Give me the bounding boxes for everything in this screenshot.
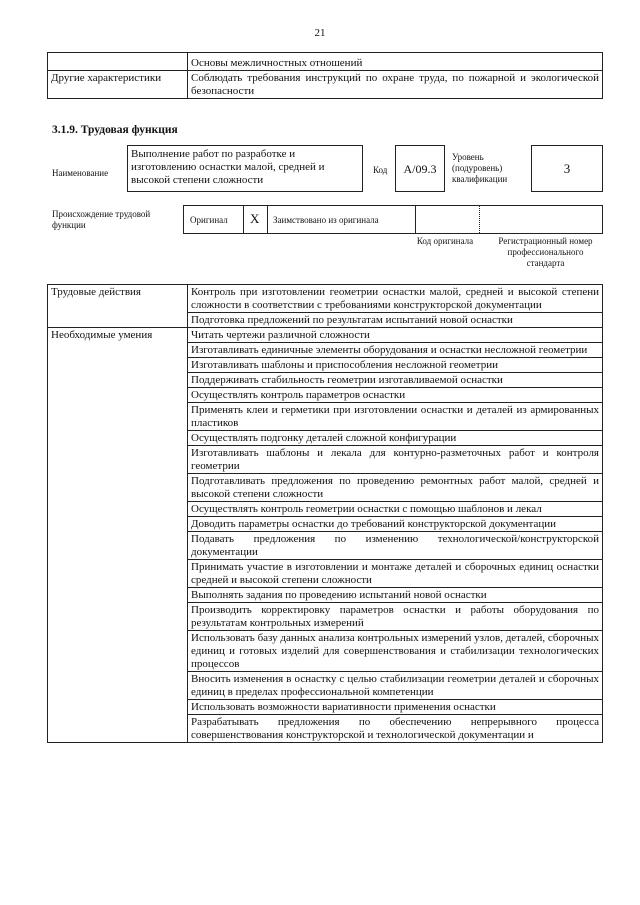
table-row (48, 715, 603, 743)
table-row (48, 343, 603, 358)
skills-label: Необходимые умения (48, 328, 188, 343)
table-row (48, 388, 603, 403)
category-cell (48, 631, 188, 672)
list-item: Подготовка предложений по результатам испытаний новой оснастки (188, 313, 603, 328)
original-label: Оригинал (190, 215, 228, 225)
list-item: Изготавливать шаблоны и лекала для контурно-разметочных работ и контроля геометрии (188, 446, 603, 474)
list-item: Осуществлять подгонку деталей сложной конфигурации (188, 431, 603, 446)
category-cell (48, 373, 188, 388)
table-row (48, 474, 603, 502)
code-label: Код (373, 165, 388, 175)
category-cell (48, 446, 188, 474)
name-label: Наименование (52, 168, 109, 178)
table-row (48, 328, 603, 343)
original-mark-cell (244, 206, 268, 233)
table-row (48, 700, 603, 715)
level-label: Уровень (подуровень) квалификации (452, 152, 508, 184)
category-cell (48, 313, 188, 328)
category-cell (48, 532, 188, 560)
list-item: Осуществлять контроль геометрии оснастки с помощью шаблонов и лекал (188, 502, 603, 517)
labor-function-table (47, 284, 603, 743)
labor-actions-label: Трудовые действия (48, 285, 188, 313)
category-cell (48, 474, 188, 502)
section-title: 3.1.9. Трудовая функция (52, 124, 178, 136)
category-cell (48, 560, 188, 588)
name-box (127, 145, 363, 192)
category-cell (48, 715, 188, 743)
table-row (48, 431, 603, 446)
name-value: Выполнение работ по разработке и изготовлению оснастки малой, средней и высокой степени сложности (131, 148, 325, 186)
category-cell (48, 403, 188, 431)
list-item: Разрабатывать предложения по обеспечению непрерывного процесса совершенствования конструкторской и технологической документации и (188, 715, 603, 743)
list-item: Выполнять задания по проведению испытаний новой оснастки (188, 588, 603, 603)
table-row (48, 53, 603, 71)
list-item: Поддерживать стабильность геометрии изготавливаемой оснастки (188, 373, 603, 388)
borrowed-cell (268, 206, 416, 233)
table-row (48, 532, 603, 560)
table-row (48, 313, 603, 328)
list-item: Применять клеи и герметики при изготовлении оснастки и деталей из армированных пластиков (188, 403, 603, 431)
table-row (48, 603, 603, 631)
table-row (48, 285, 603, 313)
list-item: Использовать базу данных анализа контрольных измерений узлов, деталей, сборочных единиц и готовых изделий для совершенствования и стабилизации технологических процессов (188, 631, 603, 672)
list-item: Подготавливать предложения по проведению ремонтных работ малой, средней и высокой степени сложности (188, 474, 603, 502)
list-item: Изготавливать шаблоны и приспособления несложной геометрии (188, 358, 603, 373)
list-item: Доводить параметры оснастки до требований конструкторской документации (188, 517, 603, 532)
table-row (48, 631, 603, 672)
level-value: 3 (563, 161, 571, 176)
top-characteristics-table (47, 52, 603, 99)
table-row (48, 560, 603, 588)
category-cell (48, 517, 188, 532)
category-cell (48, 343, 188, 358)
original-mark: X (250, 211, 260, 226)
category-cell (48, 588, 188, 603)
category-cell (48, 502, 188, 517)
list-item: Производить корректировку параметров оснастки и работы оборудования по результатам контрольных измерений (188, 603, 603, 631)
table-row (48, 358, 603, 373)
code-box (395, 145, 445, 192)
table-row (48, 446, 603, 474)
table-row (48, 517, 603, 532)
list-item: Принимать участие в изготовлении и монтаже деталей и сборочных единиц оснастки средней и высокой степени сложности (188, 560, 603, 588)
category-cell (48, 700, 188, 715)
code-original-cell (416, 206, 480, 233)
category-cell (48, 603, 188, 631)
list-item: Читать чертежи различной сложности (188, 328, 603, 343)
list-item: Использовать возможности вариативности применения оснастки (188, 700, 603, 715)
level-box (531, 145, 603, 192)
original-cell (184, 206, 244, 233)
origin-label: Происхождение трудовой функции (52, 209, 151, 230)
code-original-caption: Код оригинала (416, 236, 474, 246)
borrowed-label: Заимствовано из оригинала (273, 215, 379, 225)
code-value: А/09.3 (403, 162, 437, 176)
page-number: 21 (314, 27, 326, 39)
origin-box (183, 205, 603, 234)
table-cell: Основы межличностных отношений (188, 53, 603, 71)
table-row (48, 403, 603, 431)
list-item: Изготавливать единичные элементы оборудования и оснастки несложной геометрии (188, 343, 603, 358)
list-item: Вносить изменения в оснастку с целью стабилизации геометрии деталей и сборочных единиц в пределах профессиональной компетенции (188, 672, 603, 700)
list-item: Контроль при изготовлении геометрии оснастки малой, средней и высокой степени сложности в соответствии с требованиями конструкторской документации (188, 285, 603, 313)
list-item: Осуществлять контроль параметров оснастки (188, 388, 603, 403)
category-cell (48, 388, 188, 403)
table-row (48, 672, 603, 700)
table-row (48, 71, 603, 99)
category-cell (48, 672, 188, 700)
table-row (48, 502, 603, 517)
category-cell (48, 358, 188, 373)
table-row (48, 588, 603, 603)
table-row (48, 373, 603, 388)
category-cell (48, 431, 188, 446)
other-characteristics-label: Другие характеристики (48, 71, 188, 99)
empty-label-cell (48, 53, 188, 71)
registration-caption: Регистрационный номер профессионального стандарта (498, 236, 593, 268)
table-cell: Соблюдать требования инструкций по охране труда, по пожарной и экологической безопасности (188, 71, 603, 99)
list-item: Подавать предложения по изменению технологической/конструкторской документации (188, 532, 603, 560)
